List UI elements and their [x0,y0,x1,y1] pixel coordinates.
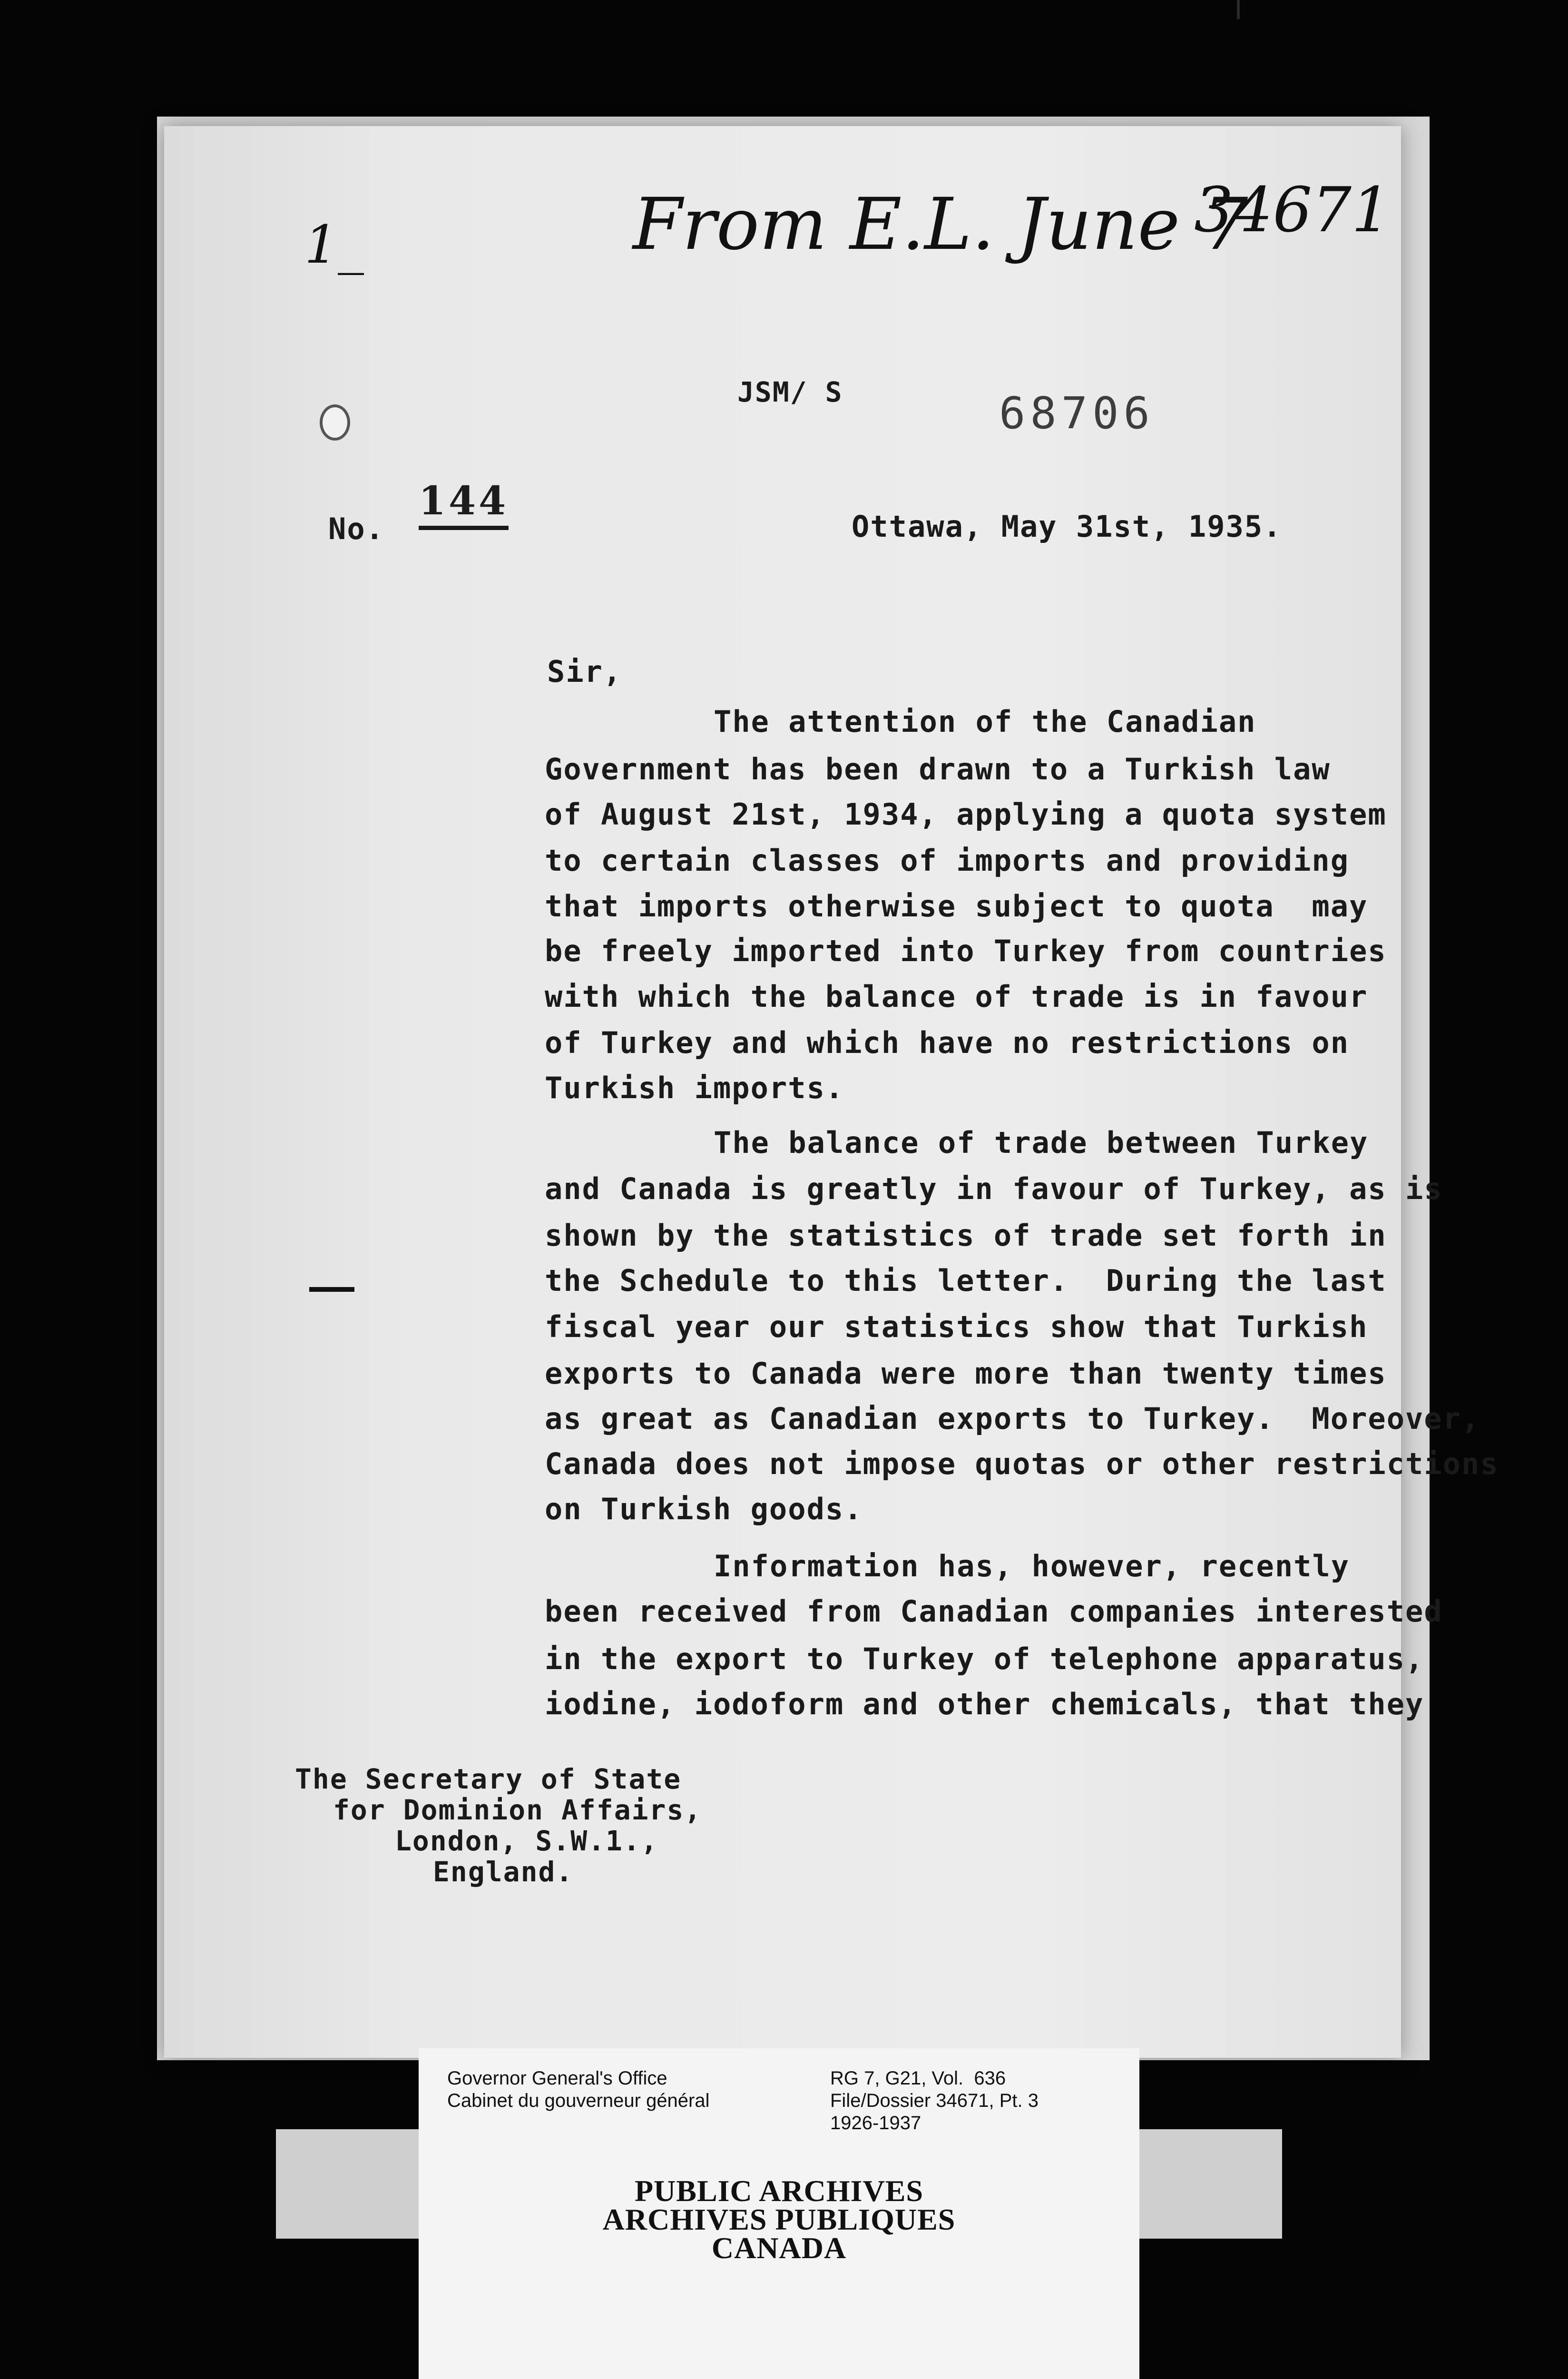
despatch-number: 144 [419,478,509,530]
date-range: 1926-1937 [830,2113,921,2133]
registry-stamp-number: 68706 [999,388,1155,439]
body-line: Turkish imports. [545,1071,844,1105]
handwritten-file-number: 34671 [1194,174,1391,246]
body-line: in the export to Turkey of telephone apparatus, [545,1642,1424,1676]
body-line: exports to Canada were more than twenty times [545,1356,1387,1391]
label-tab-left [276,2129,421,2239]
body-line: Information has, however, recently [714,1549,1350,1583]
address-line: The Secretary of State [295,1763,682,1795]
body-line: the Schedule to this letter. During the last [545,1263,1387,1298]
handwritten-page-mark: 1_ [304,214,364,275]
institution-country: CANADA [711,2231,847,2265]
label-tab-right [1137,2129,1282,2239]
body-line: Canada does not impose quotas or other restrictions [545,1446,1499,1481]
body-line: and Canada is greatly in favour of Turkey, as is [545,1171,1443,1206]
body-line: The attention of the Canadian [714,704,1256,739]
record-group: RG 7, G21, Vol. 636 [830,2068,1006,2089]
body-line: be freely imported into Turkey from countries [545,934,1387,968]
body-line: of August 21st, 1934, applying a quota system [545,797,1387,832]
body-line: fiscal year our statistics show that Turkish [545,1309,1368,1344]
body-line: to certain classes of imports and providing [545,843,1350,878]
body-line: with which the balance of trade is in favour [545,979,1368,1014]
body-line: as great as Canadian exports to Turkey. Moreover, [545,1401,1480,1436]
institution-name-fr: ARCHIVES PUBLIQUES [602,2202,956,2236]
body-line: on Turkish goods. [545,1492,863,1526]
body-line: of Turkey and which have no restrictions on [545,1025,1350,1060]
office-name-en: Governor General's Office [447,2068,667,2089]
archives-stamp [419,2174,1139,2265]
file-reference: File/Dossier 34671, Pt. 3 [830,2090,1039,2111]
address-line: London, S.W.1., [395,1825,658,1857]
despatch-number-label: No. [328,511,384,546]
body-line: shown by the statistics of trade set forth in [545,1218,1387,1253]
body-line: Government has been drawn to a Turkish law [545,752,1331,786]
salutation: Sir, [547,654,622,689]
margin-dash [309,1287,354,1292]
film-edge-mark [1237,0,1240,19]
body-line: been received from Canadian companies interested [545,1594,1443,1629]
body-line: iodine, iodoform and other chemicals, that they [545,1687,1424,1721]
reference-initials: JSM/ S [737,376,843,408]
body-line: The balance of trade between Turkey [714,1125,1369,1160]
punch-hole [320,404,350,441]
institution-name-en: PUBLIC ARCHIVES [634,2174,924,2208]
place-date: Ottawa, May 31st, 1935. [852,509,1282,544]
body-line: that imports otherwise subject to quota may [545,889,1368,924]
address-line: for Dominion Affairs, [333,1794,702,1826]
office-name-fr: Cabinet du gouverneur général [447,2090,710,2111]
handwritten-note: From E.L. June 7 [633,183,1248,266]
address-line: England. [433,1856,574,1888]
